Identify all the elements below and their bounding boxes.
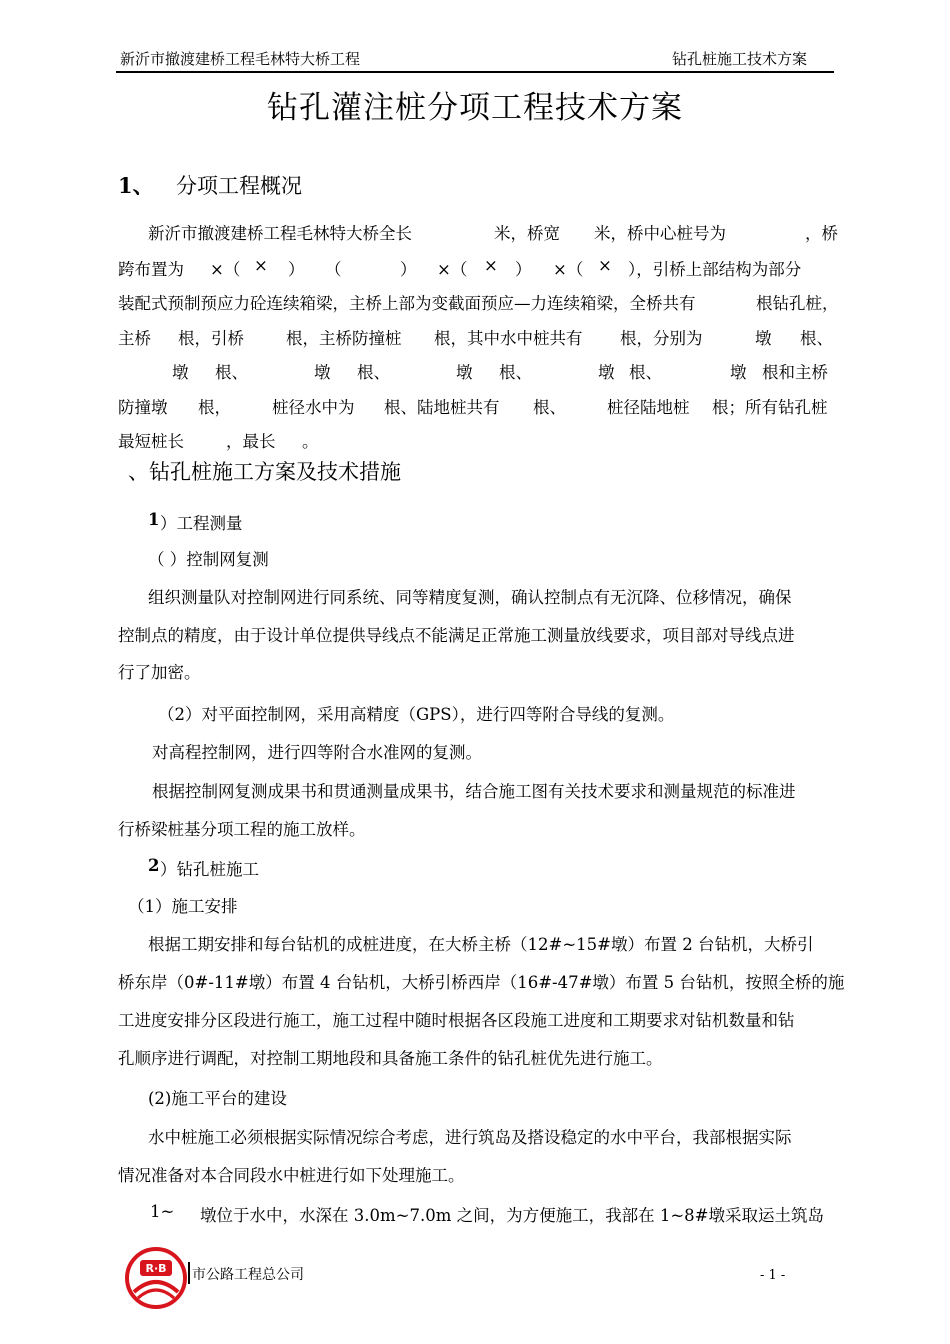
text-line: （2）对平面控制网，采用高精度（GPS），进行四等附合导线的复测。 bbox=[158, 705, 675, 724]
text-line: 桩径陆地桩 bbox=[607, 398, 690, 417]
text-line: ×（ bbox=[210, 260, 241, 279]
text-line: ，最长 bbox=[226, 432, 276, 451]
text-line: 根、 bbox=[357, 363, 390, 382]
text-line: ×（ bbox=[553, 260, 584, 279]
header-right: 钻孔桩施工技术方案 bbox=[672, 50, 808, 68]
text-line: 孔顺序进行调配，对控制工期地段和具备施工条件的钻孔桩优先进行施工。 bbox=[118, 1049, 663, 1068]
text-line: × bbox=[598, 256, 612, 275]
text-line: 根、 bbox=[215, 363, 248, 382]
text-line: 根、 bbox=[533, 398, 566, 417]
page-title: 钻孔灌注桩分项工程技术方案 bbox=[267, 90, 683, 126]
text-line: 。 bbox=[302, 432, 319, 451]
header-left: 新沂市撤渡建桥工程毛林特大桥工程 bbox=[120, 50, 361, 68]
text-line: 墩 bbox=[598, 363, 615, 382]
text-line: （ ）控制网复测 bbox=[148, 550, 269, 569]
text-line: （ bbox=[325, 260, 342, 279]
text-line: (2)施工平台的建设 bbox=[148, 1089, 287, 1108]
text-line: 对高程控制网，进行四等附合水准网的复测。 bbox=[152, 743, 482, 762]
text-line: ×（ bbox=[437, 260, 468, 279]
text-line: ） bbox=[515, 260, 532, 279]
text-line: 行了加密。 bbox=[118, 663, 201, 682]
text-line: 跨布置为 bbox=[118, 260, 184, 279]
text-line: 根、陆地桩共有 bbox=[384, 398, 500, 417]
page-number: - 1 - bbox=[760, 1268, 786, 1283]
text-line: 2 bbox=[148, 856, 160, 875]
text-line: 根、 bbox=[800, 329, 833, 348]
text-line: 工进度安排分区段进行施工，施工过程中随时根据各区段施工进度和工期要求对钻机数量和钻 bbox=[118, 1011, 795, 1030]
text-line: 1 bbox=[148, 510, 160, 529]
footer-divider bbox=[188, 1262, 190, 1284]
text-line: 根、 bbox=[499, 363, 532, 382]
text-line: 根，引桥 bbox=[178, 329, 244, 348]
text-line: 情况准备对本合同段水中桩进行如下处理施工。 bbox=[118, 1166, 465, 1185]
text-line: 根据工期安排和每台钻机的成桩进度，在大桥主桥（12#~15#墩）布置 2 台钻机，大桥引 bbox=[148, 935, 814, 954]
text-line: 墩 bbox=[755, 329, 772, 348]
text-line: （1）施工安排 bbox=[128, 897, 238, 916]
text-line: 墩 bbox=[314, 363, 331, 382]
text-line: 根，主桥防撞桩 bbox=[286, 329, 402, 348]
text-line: 最短桩长 bbox=[118, 432, 184, 451]
text-line: 主桥 bbox=[118, 329, 151, 348]
text-line: 新沂市撤渡建桥工程毛林特大桥全长 bbox=[148, 224, 412, 243]
text-line: 水中桩施工必须根据实际情况综合考虑，进行筑岛及搭设稳定的水中平台，我部根据实际 bbox=[148, 1128, 792, 1147]
text-line: 根；所有钻孔桩 bbox=[712, 398, 828, 417]
company-logo bbox=[124, 1246, 188, 1314]
header-rule bbox=[116, 71, 834, 73]
text-line: 1~ bbox=[150, 1202, 175, 1221]
text-line: × bbox=[254, 256, 268, 275]
text-line: 控制点的精度，由于设计单位提供导线点不能满足正常施工测量放线要求，项目部对导线点进 bbox=[118, 626, 795, 645]
text-line: ） bbox=[400, 260, 417, 279]
text-line: 根钻孔桩， bbox=[756, 294, 839, 313]
logo-text: R·B bbox=[145, 1262, 167, 1275]
text-line: 根，其中水中桩共有 bbox=[434, 329, 583, 348]
text-line: 根， bbox=[198, 398, 231, 417]
text-line: 组织测量队对控制网进行同系统、同等精度复测，确认控制点有无沉降、位移情况，确保 bbox=[148, 588, 792, 607]
text-line: 墩 bbox=[730, 363, 747, 382]
text-line: 桥东岸（0#-11#墩）布置 4 台钻机，大桥引桥西岸（16#-47#墩）布置 5 台钻机，按照全桥的施 bbox=[118, 973, 845, 992]
text-line: 米，桥中心桩号为 bbox=[594, 224, 726, 243]
text-line: 桩径水中为 bbox=[272, 398, 355, 417]
text-line: 防撞墩 bbox=[118, 398, 168, 417]
text-line: 根，分别为 bbox=[620, 329, 703, 348]
text-line: ），引桥上部结构为部分 bbox=[628, 260, 802, 279]
text-line: × bbox=[484, 256, 498, 275]
section1-number: 1、 bbox=[118, 173, 154, 198]
text-line: ）钻孔桩施工 bbox=[160, 860, 259, 879]
text-line: 墩 bbox=[172, 363, 189, 382]
footer-company: 市公路工程总公司 bbox=[192, 1267, 304, 1283]
text-line: ）工程测量 bbox=[160, 514, 243, 533]
text-line: ，桥 bbox=[805, 224, 838, 243]
text-line: ） bbox=[288, 260, 305, 279]
text-line: 米，桥宽 bbox=[494, 224, 560, 243]
text-line: 根和主桥 bbox=[762, 363, 828, 382]
section1-heading: 分项工程概况 bbox=[176, 174, 302, 198]
text-line: 根据控制网复测成果书和贯通测量成果书，结合施工图有关技术要求和测量规范的标准进 bbox=[152, 782, 796, 801]
text-line: 行桥梁桩基分项工程的施工放样。 bbox=[118, 820, 366, 839]
text-line: 装配式预制预应力砼连续箱梁，主桥上部为变截面预应—力连续箱梁，全桥共有 bbox=[118, 294, 696, 313]
text-line: 墩 bbox=[456, 363, 473, 382]
text-line: 墩位于水中，水深在 3.0m~7.0m 之间，为方便施工，我部在 1~8#墩采取运土筑岛 bbox=[200, 1206, 824, 1225]
text-line: 根、 bbox=[629, 363, 662, 382]
section2-heading: 、钻孔桩施工方案及技术措施 bbox=[128, 460, 401, 484]
